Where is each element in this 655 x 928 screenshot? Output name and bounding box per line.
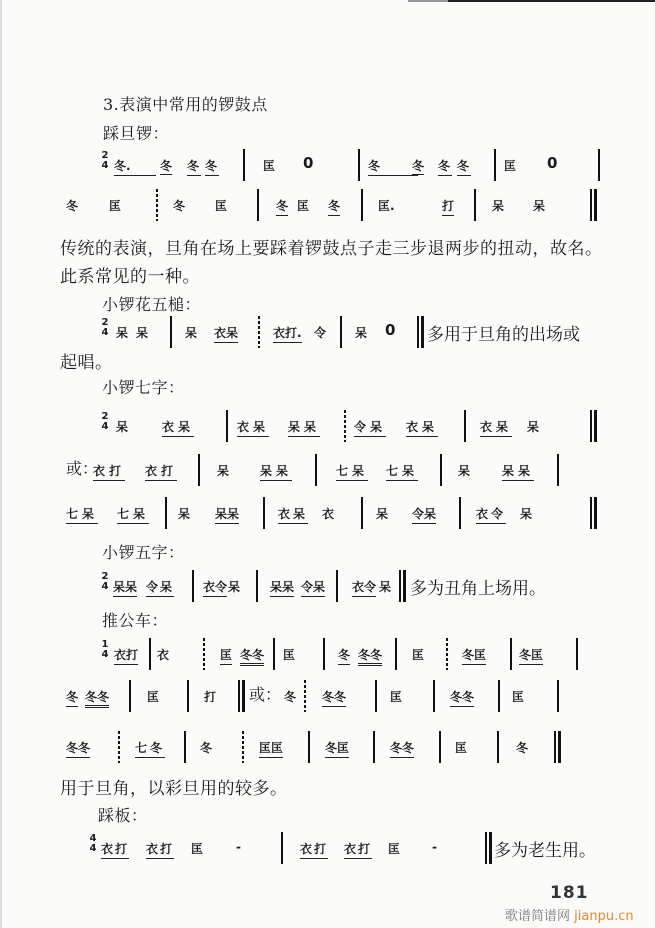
bar-line [494,149,496,181]
note: 呆 [533,199,546,213]
note: 冬匡 [325,739,349,758]
note: 呆 [228,580,241,594]
bar-line [118,731,120,763]
bar-line [464,410,466,442]
note: 冬冬 [322,688,346,707]
note: 冬 [187,157,201,176]
bar-line [165,497,167,529]
note: 衣令 [203,578,227,597]
final-bar-line [399,570,406,602]
note: 呆 [136,326,149,340]
bar-line [358,149,360,181]
note: 冬匡 [462,646,486,665]
piece-title-xiaoluohuawuchui: 小锣花五槌： [102,295,202,314]
note: 呆 [376,507,389,521]
bar-line [258,316,260,348]
note: 冬 [516,741,529,755]
note: 冬冬 [240,646,264,666]
alternative-label: 或： [66,459,99,478]
note: 令呆 [412,505,436,524]
note: 冬 [66,199,79,213]
note: 七呆 [66,505,98,524]
rest: 0 [547,154,558,172]
final-bar-line [590,189,597,221]
note: 呆 [355,326,368,340]
note: 匡 [390,690,403,704]
bar-line [149,638,151,670]
note: 匡 [297,199,310,213]
note: 呆 [458,464,471,478]
note: 衣呆 [237,418,269,437]
note: 衣令 [476,505,506,524]
note: 打 [442,197,454,216]
note: 令呆 [301,578,325,597]
final-bar-line [590,497,597,529]
piece-title-tuigongche: 推公车： [102,611,169,630]
note: 匡匡 [259,739,283,758]
bar-line [187,680,189,712]
note: 匡 [412,648,425,662]
note: 冬 [200,741,213,755]
note: 冬冬 [85,688,109,708]
bar-line [576,638,578,670]
final-bar-line [554,731,561,763]
notation-row-xiaoluoqizi-2 [60,454,610,488]
bar-line [459,497,461,529]
note: 冬 [328,197,340,216]
scan-left-edge [0,0,2,928]
piece-title-xiaoluowuzi: 小锣五字： [102,543,185,562]
note: 七呆 [336,462,368,481]
bar-line [243,149,245,181]
bar-line [557,680,559,712]
bar-line [242,731,244,763]
note: 冬. [114,157,156,176]
note: 呆 [520,507,533,521]
bar-line [315,454,317,486]
note: 冬 [276,197,288,216]
note: 匡 [512,690,525,704]
bar-line [375,680,377,712]
note: 匡 [263,159,276,173]
note: 匡 [147,690,160,704]
bar-line [203,638,205,670]
note: 衣呆 [162,418,194,437]
piece-title-caiban: 踩板： [98,806,148,825]
note: 冬 [284,690,297,704]
watermark-en: jianpu.cn [574,909,634,924]
note: 呆 [185,326,198,340]
note: 冬 [338,646,350,665]
bar-line [497,731,499,763]
note: 呆 [116,326,129,340]
bar-line [474,189,476,221]
notation-row-xiaoluowuzi-1 [100,570,610,604]
note: 衣 [322,507,335,521]
note: 匡 [504,159,517,173]
description-line: 传统的表演，旦角在场上要踩着锣鼓点子走三步退两步的扭动，故名。 [60,239,603,259]
final-bar-line [238,680,245,712]
note: 冬 [368,157,418,176]
note: 冬 [173,199,186,213]
note: 衣打. [273,324,302,343]
note: 匡 [109,199,122,213]
note: 打 [204,690,217,704]
alternative-label: 或： [249,685,282,704]
watermark [505,905,634,924]
notation-row-caiban-1 [88,832,618,866]
notation-row-tuigongche-3 [60,731,610,765]
bar-line [156,189,158,221]
bar-line [256,570,258,602]
note: 令 [314,326,327,340]
note: 冬冬 [358,646,382,666]
note: 冬冬 [390,739,414,758]
notation-row-xiaoluohuawuchui-1 [100,316,610,350]
note: 呆 [116,420,129,434]
time-signature: 2 4 [101,150,109,171]
bar-line [308,731,310,763]
final-bar-line [485,832,492,864]
note: 七呆 [117,505,149,524]
note: 衣 [157,648,170,662]
note: 匡. [378,199,395,213]
note: 冬 [412,159,425,173]
watermark-cn: 歌谱简谱网 [505,909,571,924]
note: 七冬 [135,739,165,758]
bar-line [263,497,265,529]
usage-note: 多为老生用。 [494,841,596,861]
bar-line [281,832,283,864]
rest: 0 [303,154,314,172]
bar-line [433,680,435,712]
notation-row-caidanluo-1 [100,149,610,183]
note: 衣打 [101,840,129,859]
note: 匡 [283,648,296,662]
bar-line [373,731,375,763]
note: 匡 [191,842,204,856]
piece-title-caidanluo: 踩旦锣： [103,124,170,143]
note: 呆呆 [215,505,239,524]
note: 冬冬 [450,688,474,707]
bar-line [361,189,363,221]
notation-row-caidanluo-2 [60,189,610,223]
bar-line [510,638,512,670]
time-signature: 2 4 [101,317,109,338]
note: 衣打 [146,840,174,859]
note: 冬 [66,688,78,707]
note: 令呆 [146,578,174,597]
bar-line [336,570,338,602]
note: 匡 [388,842,401,856]
bar-line [323,638,325,670]
note: 呆 [492,199,505,213]
note: 衣打 [344,840,372,859]
bar-line [395,638,397,670]
note: 匡 [455,741,468,755]
bar-line [557,454,559,486]
note: 匡 [215,199,228,213]
note: 衣呆 [406,418,438,437]
notation-row-xiaoluoqizi-1 [100,410,610,444]
note: 衣打 [145,462,177,481]
note: 匡 [220,646,232,665]
bar-line [598,149,600,181]
dash: - [432,840,437,854]
dash: - [236,840,241,854]
note: 冬 [457,157,471,176]
note: 衣呆 [278,505,308,524]
note: 冬 [205,157,219,176]
bar-line [198,454,200,486]
note: 呆 [217,464,230,478]
note: 七呆 [386,462,418,481]
note: 衣打 [114,646,138,665]
usage-note: 多为丑角上场用。 [410,579,546,599]
time-signature: 2 4 [101,411,109,432]
bar-line [184,731,186,763]
note: 呆 [178,507,191,521]
note: 呆 [379,580,392,594]
note: 呆呆 [113,578,137,597]
final-bar-line [590,410,597,442]
time-signature: 1 4 [101,639,109,660]
notation-row-tuigongche-2 [60,680,610,714]
bar-line [340,316,342,348]
note: 衣打 [93,462,125,481]
bar-line [273,638,275,670]
page-number: 181 [550,883,589,903]
bar-line [361,497,363,529]
section-heading: 3.表演中常用的锣鼓点 [103,95,268,114]
bar-line [440,454,442,486]
bar-line [304,680,306,712]
note: 呆呆 [260,462,292,481]
note: 呆呆 [502,462,534,481]
piece-title-xiaoluoqizi: 小锣七字： [102,378,185,397]
usage-note: 多用于旦角的出场或 [427,325,580,345]
notation-row-xiaoluoqizi-3 [60,497,610,531]
notation-row-tuigongche-1 [100,638,610,672]
note: 冬 [438,157,452,176]
note: 呆 [527,420,540,434]
rest: 0 [385,321,396,339]
bar-line [257,189,259,221]
time-signature: 4 4 [89,833,97,854]
bar-line [129,680,131,712]
note: 呆呆 [270,578,294,597]
note: 衣呆 [214,324,238,343]
note: 呆呆 [288,418,320,437]
time-signature: 2 4 [101,571,109,592]
bar-line [170,316,172,348]
note: 衣令 [352,578,376,597]
bar-line [446,638,448,670]
final-bar-line [417,316,424,348]
description-line: 用于旦角，以彩旦用的较多。 [60,779,288,799]
note: 冬 [160,159,173,173]
note: 令呆 [354,418,386,437]
bar-line [226,410,228,442]
bar-line [192,570,194,602]
bar-line [344,410,346,442]
note: 冬冬 [66,739,90,758]
description-line: 起唱。 [60,353,113,373]
bar-line [439,731,441,763]
description-line: 此系常见的一种。 [60,267,200,287]
note: 衣呆 [480,418,512,437]
note: 衣打 [300,840,328,859]
scan-top-border-faint [408,0,448,2]
bar-line [498,680,500,712]
note: 冬匡 [519,646,543,665]
